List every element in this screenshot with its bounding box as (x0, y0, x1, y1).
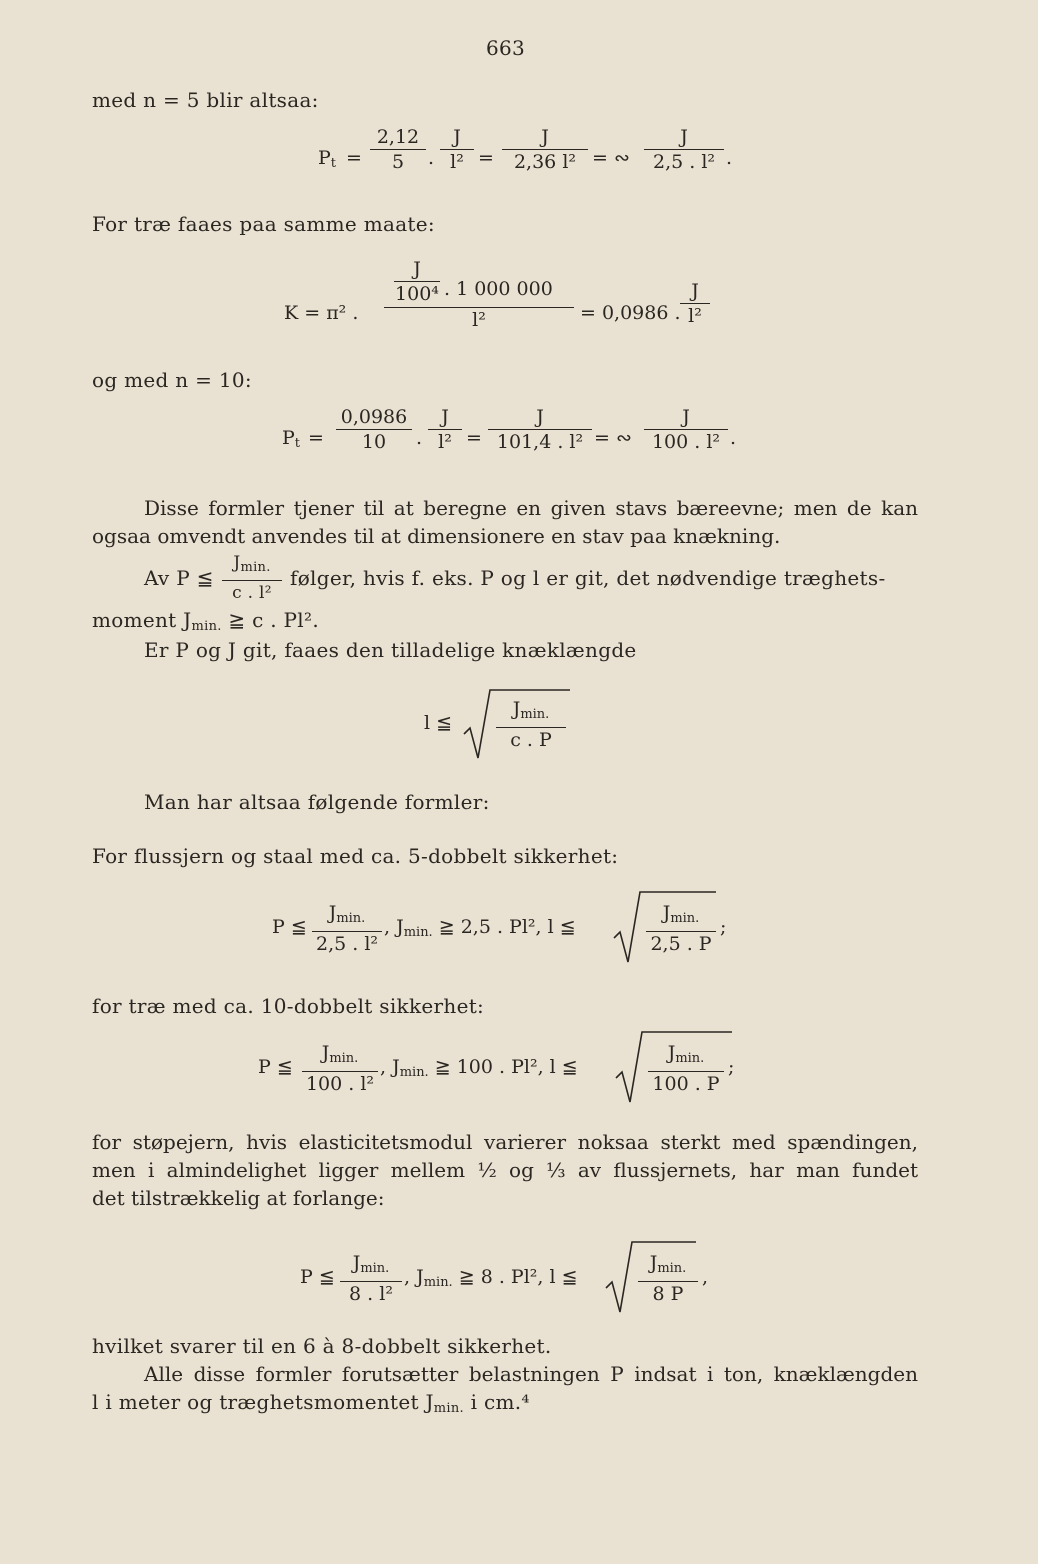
eq-equals: = (466, 427, 482, 449)
fraction (222, 552, 282, 604)
eq-p: P ≦ (258, 1056, 293, 1078)
av-rest-text: følger, hvis f. eks. P og l er git, det nødvendige træghets- (290, 566, 886, 590)
eq-lhs-sub: t (294, 436, 301, 451)
eq-p: P ≦ (272, 916, 307, 938)
text-line: Disse formler tjener til at beregne en given stavs bæreevne; men de kan (144, 496, 918, 520)
frac-den: 8 . l² (349, 1283, 393, 1305)
moment-rest: ≧ c . Pl². (221, 608, 319, 632)
fraction (440, 126, 474, 173)
fraction (302, 1042, 378, 1095)
j-sub: min. (403, 925, 433, 940)
fraction (496, 698, 566, 751)
units-rest: i cm.⁴ (464, 1390, 530, 1414)
frac-den: 100 . l² (305, 1073, 375, 1095)
eq-p: P ≦ (300, 1266, 335, 1288)
text-line: det tilstrækkelig at forlange: (92, 1186, 385, 1210)
er-p-line: Er P og J git, faaes den tilladelige knæklængde (144, 638, 637, 662)
eq-equals: = (308, 427, 324, 449)
frac-num: J (413, 258, 421, 280)
eq-lhs-sub: t (330, 156, 337, 171)
eq-approx: = ∾ (594, 427, 632, 449)
frac-num: J (691, 280, 699, 302)
units-text: l i meter og træghetsmomentet J (92, 1390, 434, 1414)
frac-num-sub: min. (520, 707, 550, 722)
frac-num-sub: min. (240, 560, 271, 575)
eq-approx: = ∾ (592, 147, 630, 169)
frac-den: 100 . P (652, 1073, 720, 1095)
frac-num: J (649, 1252, 658, 1274)
j-rest: ≧ 100 . Pl², l ≦ (428, 1056, 578, 1078)
fraction (370, 126, 426, 173)
frac-den: 2,5 . l² (652, 151, 716, 173)
paragraph-alle (92, 1360, 918, 1388)
frac-num-sub: min. (329, 1051, 359, 1066)
fraction (488, 406, 592, 453)
frac-den: 2,5 . l² (315, 933, 379, 955)
j-sub: min. (423, 1275, 453, 1290)
j-sub: min. (399, 1065, 429, 1080)
frac-num-sub: min. (657, 1261, 687, 1276)
eq-equals: = (478, 147, 494, 169)
multiplier: . 1 000 000 (444, 278, 553, 300)
frac-num: J (667, 1042, 676, 1064)
fraction (638, 1252, 698, 1305)
eq-dot: . (428, 147, 435, 169)
moment-text: moment J (92, 608, 192, 632)
frac-den: l² (688, 305, 702, 327)
fraction (312, 902, 382, 955)
eq-end: ; (728, 1056, 735, 1078)
fraction (428, 406, 462, 453)
eq-dot: . (416, 427, 423, 449)
frac-num: J (512, 698, 521, 720)
fraction (646, 902, 716, 955)
equation-trae (258, 1030, 738, 1110)
av-text: Av P ≦ (144, 566, 214, 590)
intro-steel-line: med n = 5 blir altsaa: (92, 88, 319, 112)
frac-den: 2,5 . P (650, 933, 712, 955)
moment-sub: min. (191, 619, 222, 634)
frac-num: J (233, 553, 241, 573)
eq-lhs: K = π² . (284, 302, 359, 324)
fraction (340, 1252, 402, 1305)
big-fraction (384, 258, 574, 331)
fraction (336, 406, 412, 453)
frac-num-sub: min. (670, 911, 700, 926)
page-number: 663 (486, 36, 526, 60)
frac-num: 0,0986 (340, 406, 408, 428)
frac-num: J (352, 1252, 361, 1274)
paragraph-stoepejern (92, 1128, 918, 1212)
frac-den: l² (438, 431, 452, 453)
eq-end: . (730, 427, 737, 449)
j-text: , J (380, 1056, 400, 1078)
frac-num: J (541, 126, 549, 148)
text-line: men i almindelighet ligger mellem ½ og ⅓ av flussjernets, har man fundet (92, 1158, 918, 1182)
intro-wood-line: For træ faaes paa samme maate: (92, 212, 435, 236)
frac-den: 101,4 . l² (496, 431, 584, 453)
frac-den: 2,36 l² (513, 151, 577, 173)
frac-den: 5 (391, 151, 405, 173)
frac-num-sub: min. (336, 911, 366, 926)
frac-num: J (321, 1042, 330, 1064)
frac-num: J (536, 406, 544, 428)
paragraph-formulas (92, 494, 918, 550)
eq-lhs: P (282, 427, 295, 449)
text-line: ogsaa omvendt anvendes til at dimensionere en stav paa knækning. (92, 524, 781, 548)
flussjern-line: For flussjern og staal med ca. 5-dobbelt sikkerhet: (92, 844, 619, 868)
fraction (680, 280, 710, 327)
frac-num: J (441, 406, 449, 428)
eq-end: ; (720, 916, 727, 938)
man-har-line: Man har altsaa følgende formler: (144, 790, 490, 814)
frac-den: l² (472, 309, 486, 331)
units-sub: min. (433, 1401, 464, 1416)
fraction (644, 406, 728, 453)
frac-num: J (682, 406, 690, 428)
frac-den: c . P (510, 729, 552, 751)
eq-equals: = (346, 147, 362, 169)
equation-k-wood (284, 258, 724, 368)
frac-num-sub: min. (360, 1261, 390, 1276)
frac-num: 2,12 (376, 126, 420, 148)
paragraph-av-line (144, 552, 918, 608)
intro-n10-line: og med n = 10: (92, 368, 252, 392)
trae10-line: for træ med ca. 10-dobbelt sikkerhet: (92, 994, 485, 1018)
j-rest: ≧ 8 . Pl², l ≦ (452, 1266, 578, 1288)
fraction (644, 126, 724, 173)
units-line (92, 1390, 530, 1416)
frac-num-sub: min. (675, 1051, 705, 1066)
frac-den: 100 . l² (651, 431, 721, 453)
frac-num: J (328, 902, 337, 924)
frac-num: J (662, 902, 671, 924)
frac-num: J (453, 126, 461, 148)
j-text: , J (384, 916, 404, 938)
frac-den: 10 (361, 431, 387, 453)
eq-equals-value: = 0,0986 . (580, 302, 681, 324)
fraction (502, 126, 588, 173)
frac-den: l² (450, 151, 464, 173)
equation-l-sqrt (424, 686, 584, 766)
j-text: , J (404, 1266, 424, 1288)
frac-den: 100⁴ (395, 283, 439, 305)
equation-stoepejern (300, 1240, 720, 1320)
text-line: for støpejern, hvis elasticitetsmodul varierer noksaa sterkt med spændingen, (92, 1130, 918, 1154)
equation-flussjern (272, 890, 732, 970)
eq-end: . (726, 147, 733, 169)
j-rest: ≧ 2,5 . Pl², l ≦ (432, 916, 576, 938)
frac-num: J (680, 126, 688, 148)
eq-lhs: l ≦ (424, 712, 453, 734)
fraction (648, 1042, 724, 1095)
eq-end: , (702, 1266, 709, 1288)
text-line: Alle disse formler forutsætter belastningen P indsat i ton, knæklængden (144, 1362, 918, 1386)
frac-den: c . l² (232, 583, 272, 603)
moment-line (92, 608, 319, 634)
hvilket-line: hvilket svarer til en 6 à 8-dobbelt sikkerhet. (92, 1334, 552, 1358)
eq-lhs: P (318, 147, 331, 169)
frac-den: 8 P (652, 1283, 684, 1305)
